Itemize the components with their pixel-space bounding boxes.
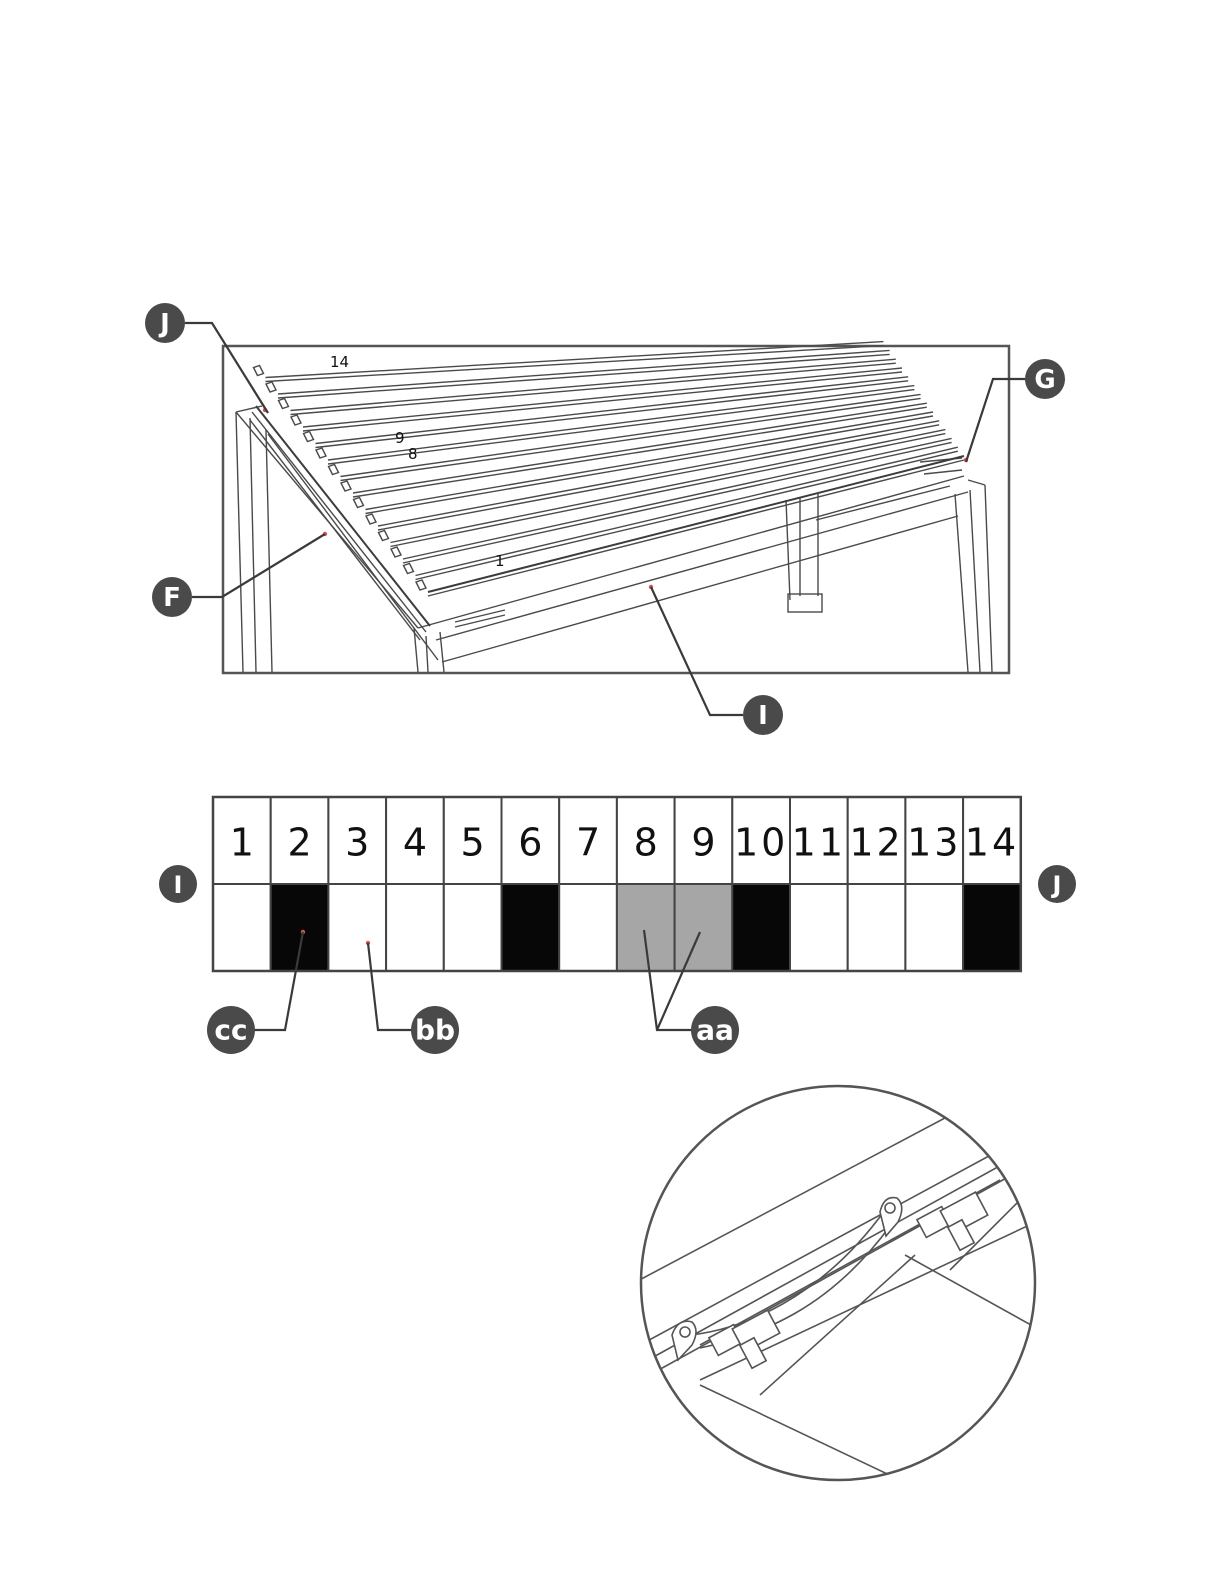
callout-f [152, 577, 192, 617]
louver-slats [252, 342, 964, 632]
slat-number-label: 14 [964, 820, 1020, 865]
louver-slat [416, 456, 964, 596]
svg-text:F: F [163, 583, 181, 613]
callout-g [1025, 359, 1065, 399]
slat-number-label: 1 [229, 820, 254, 865]
svg-text:I: I [173, 871, 183, 899]
slat-type-cell-white [559, 884, 617, 971]
louver-slat [329, 394, 921, 480]
louver-slat [404, 447, 958, 579]
pergola-structure [236, 406, 992, 672]
slat-type-cell-white [905, 884, 963, 971]
slat-type-cell-white [444, 884, 502, 971]
slat-type-cell-white [328, 884, 386, 971]
slat-type-cell-white [848, 884, 906, 971]
svg-text:J: J [1052, 871, 1062, 899]
leader-line-i [651, 587, 743, 715]
view-frame [223, 346, 1009, 673]
table-cells [213, 797, 1021, 971]
table-left-end-callout [159, 865, 197, 903]
slat-number-label: 8 [633, 820, 658, 865]
leader-line-g [966, 379, 1025, 462]
slat-type-cell-white [790, 884, 848, 971]
slat-type-cell-white [386, 884, 444, 971]
slat-label-14: 14 [330, 353, 350, 371]
slat-number-label: 10 [733, 820, 789, 865]
slat-number-label: 11 [791, 820, 847, 865]
svg-text:I: I [758, 701, 768, 731]
slat-type-cell-black [502, 884, 560, 971]
slat-type-cell-black [732, 884, 790, 971]
slat-number-label: 5 [460, 820, 485, 865]
slat-label-1: 1 [495, 552, 505, 570]
slat-number-label: 9 [691, 820, 716, 865]
pergola-roof-view [145, 303, 1065, 735]
leader-line-j [185, 323, 268, 413]
svg-text:bb: bb [414, 1013, 456, 1047]
slat-type-cell-black [963, 884, 1021, 971]
louver-slat [266, 350, 890, 398]
slat-number-label: 4 [402, 820, 428, 865]
slat-sequence-table [159, 797, 1076, 1054]
slat-label-8: 8 [408, 445, 418, 463]
slat-type-cell-gray [675, 884, 733, 971]
louver-slat [341, 403, 927, 497]
hinge-detail-view [630, 1080, 1050, 1490]
slat-type-cell-black [271, 884, 329, 971]
slat-number-label: 2 [287, 820, 312, 865]
callout-bb [411, 1006, 459, 1054]
callout-i [743, 695, 783, 735]
slat-number-label: 3 [345, 820, 370, 865]
callout-j [145, 303, 185, 343]
slat-number-label: 6 [518, 820, 543, 865]
leader-line-f [192, 534, 325, 597]
slat-type-cell-white [213, 884, 271, 971]
slat-type-cell-gray [617, 884, 675, 971]
callout-aa [691, 1006, 739, 1054]
svg-text:J: J [160, 309, 170, 339]
callout-cc [207, 1006, 255, 1054]
slat-number-label: 7 [575, 820, 601, 865]
slat-number-label: 12 [849, 820, 904, 865]
svg-text:G: G [1034, 365, 1056, 395]
table-right-end-callout [1038, 865, 1076, 903]
slat-label-9: 9 [395, 429, 405, 447]
svg-text:cc: cc [214, 1013, 248, 1047]
svg-text:aa: aa [696, 1013, 734, 1047]
slat-number-label: 13 [907, 820, 962, 865]
